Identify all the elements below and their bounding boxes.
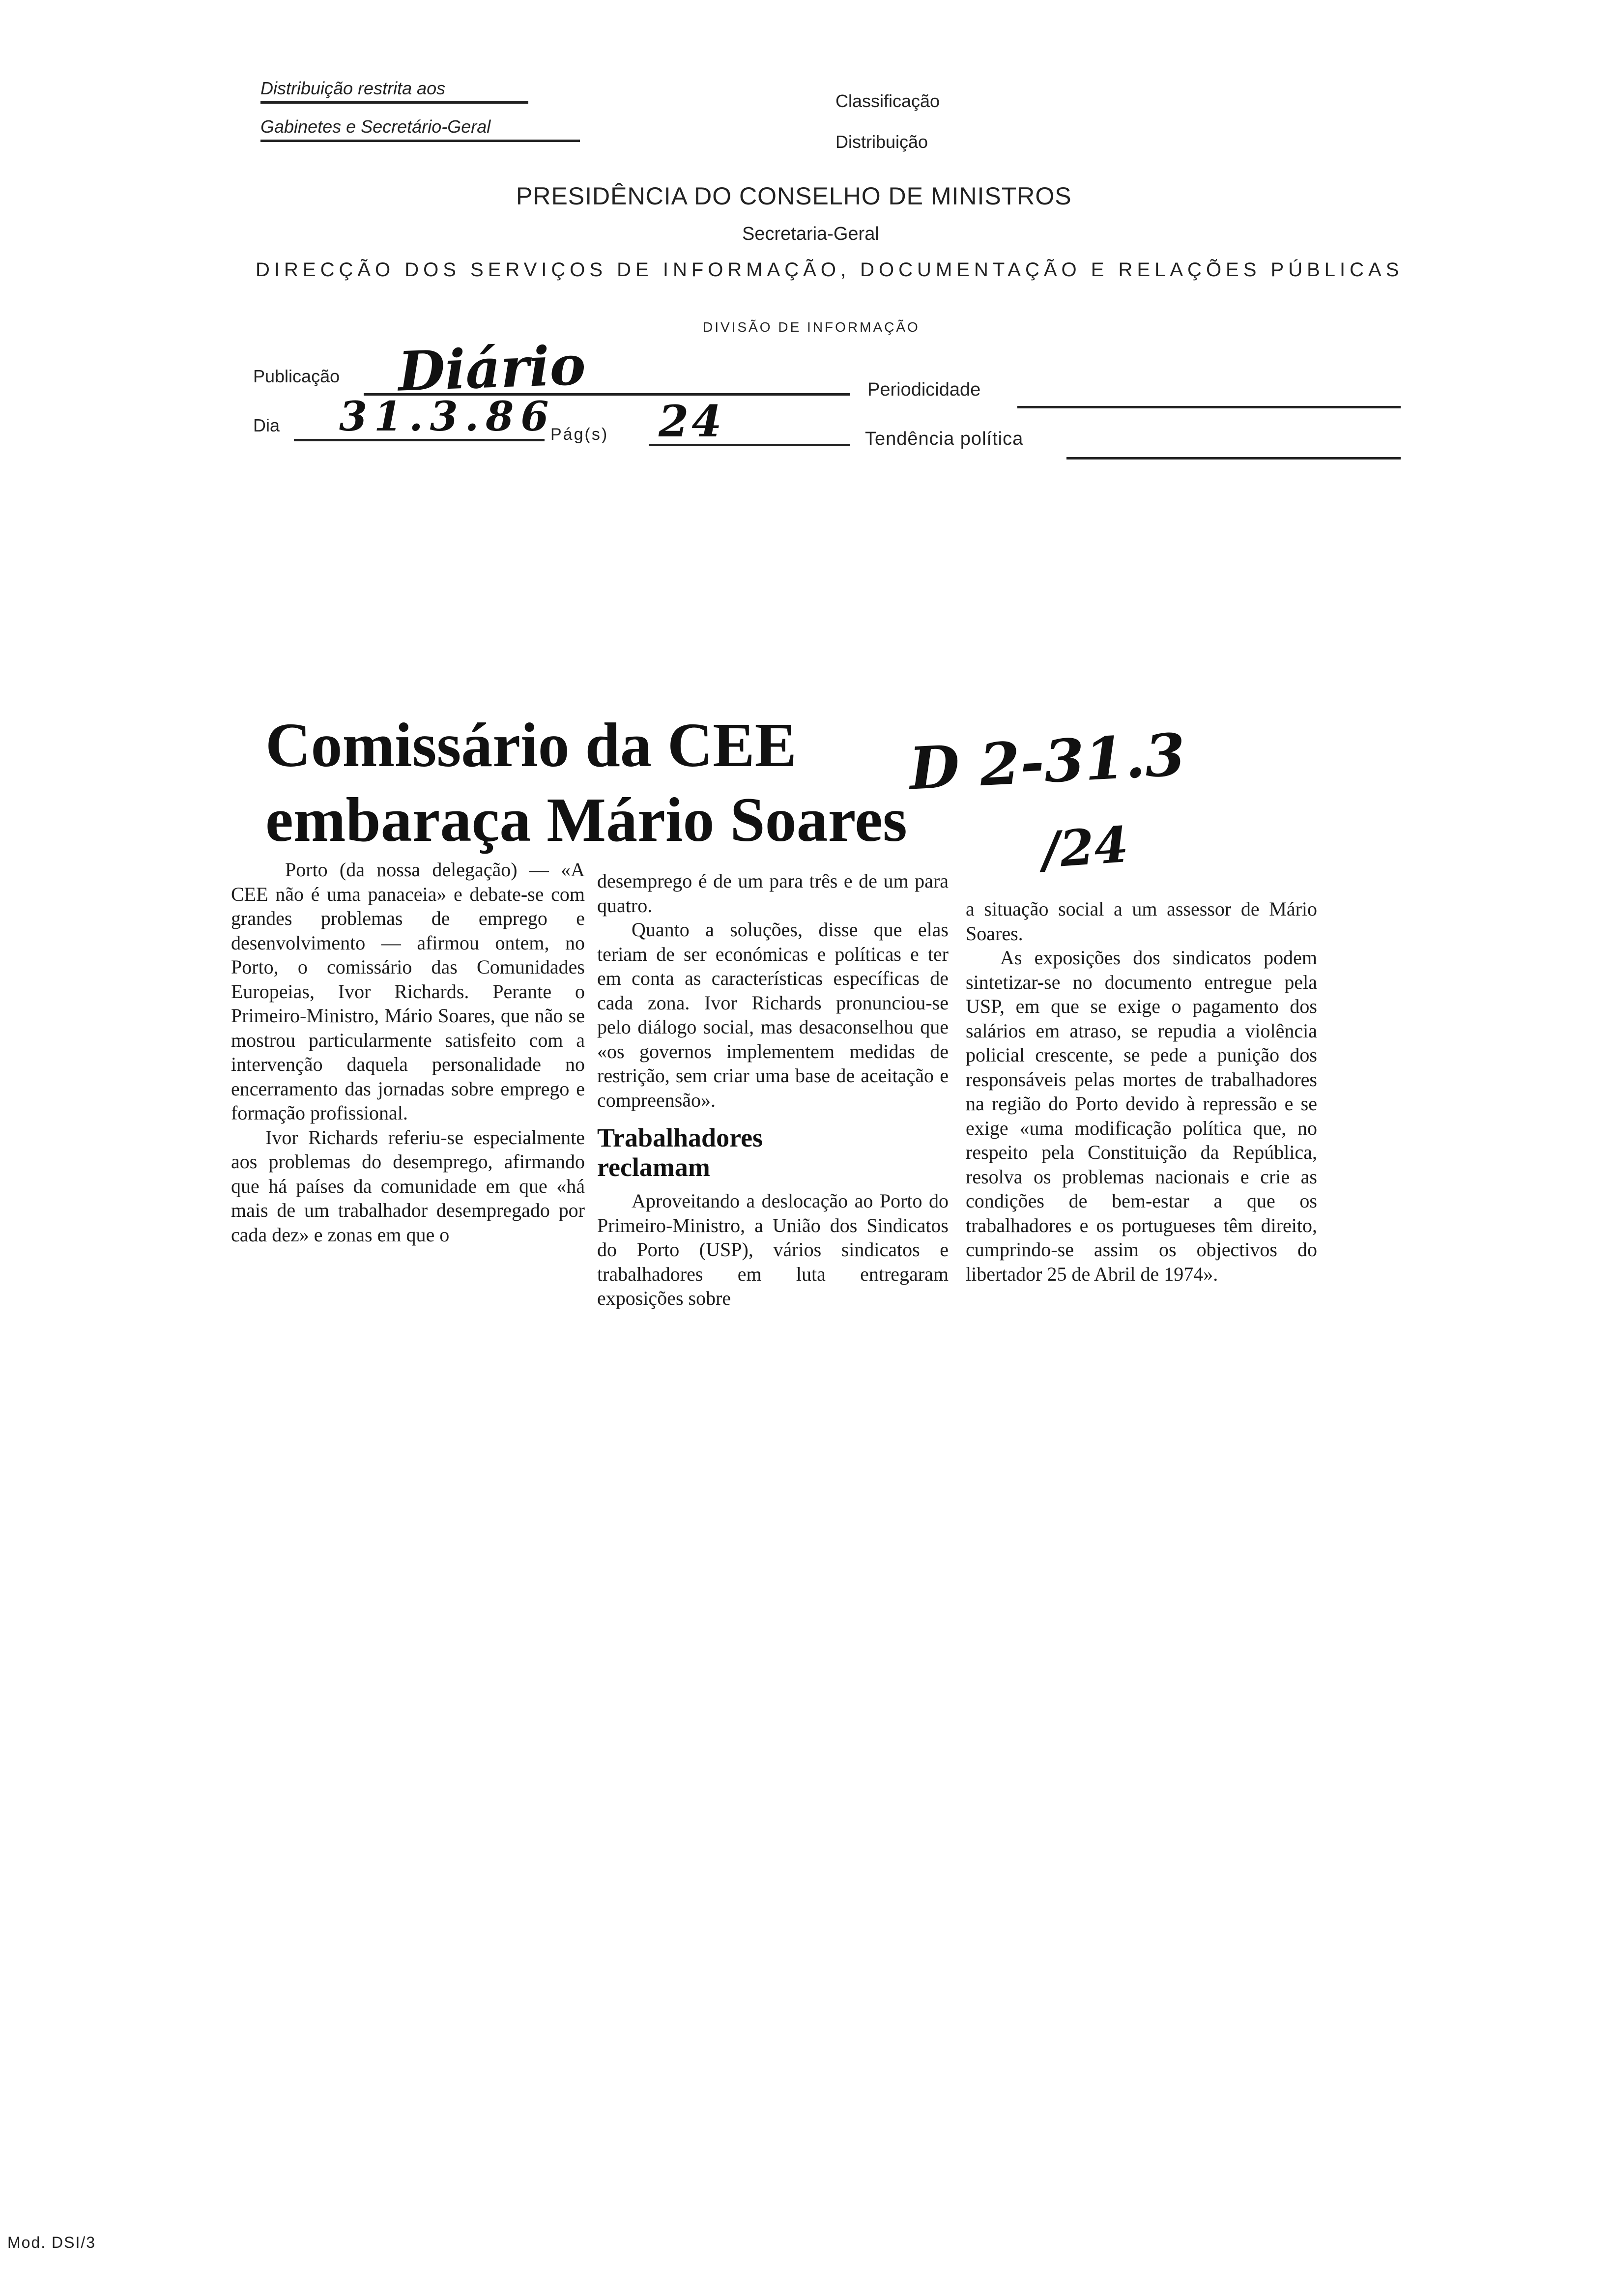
- subheading: Trabalhadores reclamam: [597, 1123, 763, 1182]
- secretariat: Secretaria-Geral: [742, 224, 879, 244]
- column1-paragraph-2: Ivor Richards referiu-se especialmente aos problemas do desemprego, afirmando que há países da comunidade em que «há mais de um trabalhador desempregado por cada dez» e zonas em que o: [231, 1126, 585, 1246]
- distribution-label: Distribuição: [835, 132, 928, 152]
- distribution-note-line2: Gabinetes e Secretário-Geral: [260, 118, 580, 142]
- distribution-note-line1: Distribuição restrita aos: [260, 80, 528, 104]
- column2-paragraph-1: desemprego é de um para três e de um para quatro.: [597, 870, 949, 917]
- header-title: PRESIDÊNCIA DO CONSELHO DE MINISTROS: [516, 182, 1072, 210]
- day-value: 31.3.86: [339, 393, 556, 440]
- pages-label: Pág(s): [550, 425, 609, 444]
- distribution-note-2: [260, 118, 580, 142]
- handwritten-page: /24: [1040, 815, 1130, 879]
- column2-paragraph-3: Aproveitando a deslocação ao Porto do Primeiro-Ministro, a União dos Sindicatos do Porto (USP), vários sindicatos e trabalhadores em luta entregaram exposições sobre: [597, 1190, 949, 1309]
- classification-label: Classificação: [835, 91, 940, 111]
- headline-line2: embaraça Mário Soares: [265, 785, 907, 855]
- political-tendency-label: Tendência política: [865, 429, 1024, 449]
- distribution-note: [260, 80, 528, 104]
- division: DIVISÃO DE INFORMAÇÃO: [703, 319, 920, 335]
- model-code: Mod. DSI/3: [7, 2234, 96, 2251]
- day-label: Dia: [253, 415, 280, 435]
- headline-line1: Comissário da CEE: [265, 710, 797, 780]
- column1-paragraph-1: Porto (da nossa delegação) — «A CEE não é uma panaceia» e debate-se com grandes problemas de emprego e desenvolvimento — afirmou ontem, no Porto, o comissário das Comunidades Europeias, Ivor Richards. Perante o Primeiro-Ministro, Mário Soares, que não se mostrou particularmente satisfeito com a intervenção daquela personalidade no encerramento das jornadas sobre emprego e formação profissional.: [231, 859, 585, 1124]
- political-tendency-line: [1066, 457, 1401, 459]
- column3-paragraph-2: As exposições dos sindicatos podem sintetizar-se no documento entregue pela USP, em que se exige o pagamento dos salários em atraso, se repudia a violência policial crescente, se pede a punição dos responsáveis pelas mortes de trabalhadores na região do Porto devido à repressão e se exige «uma modificação política que, no respeito pela Constituição da República, resolva os problemas nacionais e crie as condições de bem-estar a que os trabalhadores e os portugueses têm direito, cumprindo-se assim os objectivos do libertador 25 de Abril de 1974».: [966, 947, 1317, 1285]
- handwritten-note: D 2-31.3: [907, 720, 1187, 803]
- article-column-3: [966, 897, 1317, 1286]
- directorate: DIRECÇÃO DOS SERVIÇOS DE INFORMAÇÃO, DOCUMENTAÇÃO E RELAÇÕES PÚBLICAS: [256, 259, 1404, 281]
- publication-value: Diário: [397, 333, 587, 403]
- publication-label: Publicação: [253, 366, 340, 386]
- article-column-2: [597, 869, 949, 1311]
- headline: [265, 708, 907, 857]
- column3-paragraph-1: a situação social a um assessor de Mário Soares.: [966, 898, 1317, 945]
- pages-value: 24: [659, 396, 725, 447]
- article-column-1: [231, 858, 585, 1247]
- periodicity-line: [1017, 406, 1401, 408]
- periodicity-label: Periodicidade: [867, 379, 981, 400]
- column2-paragraph-2: Quanto a soluções, disse que elas teriam de ser económicas e políticas e ter em conta as características específicas de cada zona. Ivor Richards pronunciou-se pelo diálogo social, mas desaconselhou que «os governos implementem medidas de restrição, sem criar uma base de aceitação e compreensão».: [597, 918, 949, 1111]
